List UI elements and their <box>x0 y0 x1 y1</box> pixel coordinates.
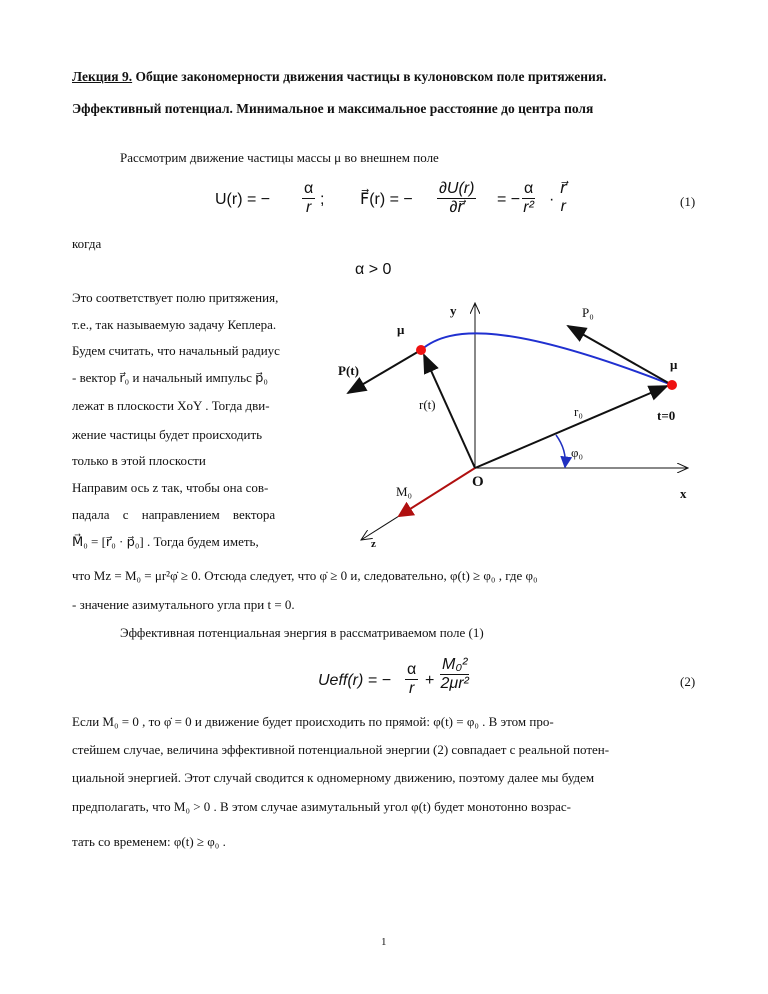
label-mu-2: μ <box>670 357 678 372</box>
eq2-plus: + <box>425 672 435 689</box>
label-x: x <box>680 486 687 501</box>
paragraph-line: Если M₀ = 0 , то φ̇ = 0 и движение будет происходить по прямой: φ(t) = φ₀ . В этом про- <box>72 714 554 729</box>
den: 2μr² <box>440 675 469 692</box>
condition: α > 0 <box>355 261 392 278</box>
when-text: когда <box>72 236 102 251</box>
left-line: M⃗₀ = [r⃗₀ · p⃗₀] . Тогда будем иметь, <box>72 534 259 549</box>
eq1-dot: · <box>549 191 555 208</box>
num: ∂U(r) <box>439 180 475 197</box>
left-line: жение частицы будет происходить <box>72 427 263 442</box>
eq2-frac2 <box>440 656 469 693</box>
label-phi0: φ₀ <box>571 445 584 460</box>
label-rt: r(t) <box>419 397 436 412</box>
eq1-force: F⃗(r) = − <box>360 191 413 208</box>
page-number: 1 <box>381 936 387 948</box>
num: α <box>524 180 534 197</box>
num: α <box>407 661 417 678</box>
den: ∂r⃗ <box>449 199 464 216</box>
label-p0: P₀ <box>582 305 594 320</box>
paragraph-line: что Mz = M₀ = μr²φ̇ ≥ 0. Отсюда следует, что φ̇ ≥ 0 и, следовательно, φ(t) ≥ φ₀ , где φ₀ <box>72 568 538 583</box>
left-line: Это соответствует полю притяжения, <box>72 290 279 305</box>
trajectory <box>421 333 672 385</box>
paragraph-line: - значение азимутального угла при t = 0. <box>72 597 295 612</box>
left-line: падала с направлением вектора <box>72 507 276 522</box>
eq2-label: (2) <box>680 674 696 689</box>
eq2-frac1 <box>405 661 418 698</box>
paragraph-line: Эффективная потенциальная энергия в рассматриваемом поле (1) <box>120 625 484 640</box>
left-line: - вектор r⃗₀ и начальный импульс p⃗₀ <box>72 370 268 385</box>
lecture-number: Лекция 9. <box>72 69 133 84</box>
eq1-eq: = − <box>497 191 521 208</box>
label-mu-1: μ <box>397 322 405 337</box>
intro-text: Рассмотрим движение частицы массы μ во внешнем поле <box>120 150 439 165</box>
left-line: Будем считать, что начальный радиус <box>72 343 280 358</box>
eq2-lhs: Ueff(r) = − <box>318 672 391 689</box>
den: r² <box>523 199 534 216</box>
particle-0 <box>667 380 677 390</box>
left-line: лежат в плоскости XoY . Тогда дви- <box>72 398 270 413</box>
left-line: Направим ось z так, чтобы она сов- <box>72 480 269 495</box>
label-origin: O <box>472 474 484 490</box>
num: r⃗ <box>560 180 567 197</box>
paragraph-line: тать со временем: φ(t) ≥ φ₀ . <box>72 834 226 849</box>
eq1-label: (1) <box>680 194 696 209</box>
title-text: Общие закономерности движения частицы в кулоновском поле притяжения. <box>132 69 607 84</box>
label-pt: P(t) <box>338 363 359 378</box>
title-line-2: Эффективный потенциал. Минимальное и максимальное расстояние до центра поля <box>72 101 594 116</box>
paragraph-line: предполагать, что M₀ > 0 . В этом случае азимутальный угол φ(t) будет монотонно возрас- <box>72 799 571 814</box>
label-z: z <box>371 538 376 550</box>
paragraph-line: циальной энергией. Этот случай сводится к одномерному движению, поэтому далее мы будем <box>72 770 595 785</box>
num: M₀² <box>442 656 468 673</box>
left-line: только в этой плоскости <box>72 453 206 468</box>
left-line: т.е., так называемую задачу Кеплера. <box>72 317 277 332</box>
phi0-arc <box>556 435 565 467</box>
num: α <box>304 180 314 197</box>
den: r <box>305 199 312 216</box>
label-r0: r₀ <box>574 404 583 419</box>
paragraph-line: стейшем случае, величина эффективной потенциальной энергии (2) совпадает с реальной потен- <box>72 742 610 757</box>
particle-t <box>416 345 426 355</box>
den: r <box>408 680 415 697</box>
eq1-lhs: U(r) = − <box>215 191 271 208</box>
pt-vector <box>348 350 421 393</box>
label-y: y <box>450 303 457 318</box>
den: r <box>560 198 566 215</box>
eq1-semicolon: ; <box>320 191 325 208</box>
label-t0: t=0 <box>657 408 676 423</box>
label-m0: M₀ <box>396 484 413 499</box>
p0-vector <box>568 326 672 385</box>
